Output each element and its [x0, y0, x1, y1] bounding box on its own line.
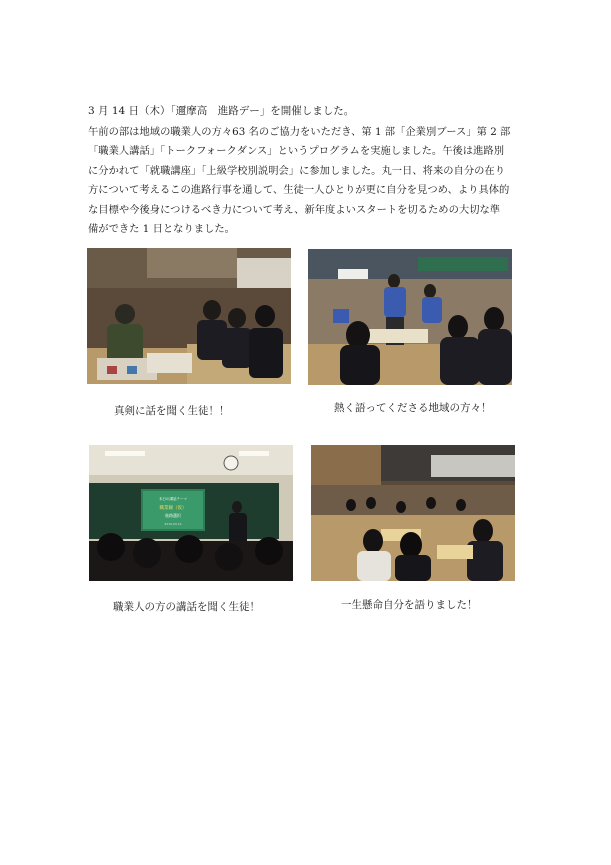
event-heading: 3 月 14 日（木）「邇摩高 進路デー」を開催しました。 — [88, 105, 355, 117]
photo-caption: 一生懸命自分を語りました！ — [341, 599, 478, 611]
description-line: な目標や今後身につけるべき力について考え、新年度よいスタートを切るための大切な準 — [88, 203, 501, 216]
photo-caption: 職業人の方の講話を聞く生徒！ — [113, 601, 260, 613]
photo-students-listening-image — [87, 248, 291, 384]
description-line: 備ができた 1 日となりました。 — [88, 223, 235, 236]
screen-text-3: 進路選択 — [165, 513, 181, 518]
screen-text-4: 2019.03.14 — [164, 522, 182, 526]
photo-students-listening — [87, 248, 291, 384]
photo-caption: 真剣に話を聞く生徒！！ — [114, 405, 230, 417]
description-line: に分かれて「就職講座」「上級学校別説明会」に参加しました。丸一日、将来の自分の在り — [88, 164, 506, 177]
photo-community-speaker — [308, 249, 512, 385]
event-description — [88, 123, 528, 239]
photo-talk-folk-dance-image — [311, 445, 515, 581]
description-line: 午前の部は地域の職業人の方々63 名のご協力をいただき、第 1 部「企業別ブース」第 2 部 — [88, 126, 511, 138]
screen-text-1: 本日の講話テーマ — [159, 497, 187, 501]
photo-talk-folk-dance — [311, 445, 515, 581]
description-line: 「職業人講話」「トークフォークダンス」というプログラムを実施しました。午後は進路別 — [88, 145, 504, 158]
photo-caption: 熱く語ってくださる地域の方々！ — [334, 402, 492, 414]
photo-community-speaker-image — [308, 249, 512, 385]
screen-text-2: 職業観（仮） — [159, 506, 187, 511]
photo-classroom-lecture — [89, 445, 293, 581]
photo-classroom-lecture-image — [89, 445, 293, 581]
description-line: 方について考えるこの進路行事を通して、生徒一人ひとりが更に自分を見つめ、より具体的 — [88, 184, 510, 197]
